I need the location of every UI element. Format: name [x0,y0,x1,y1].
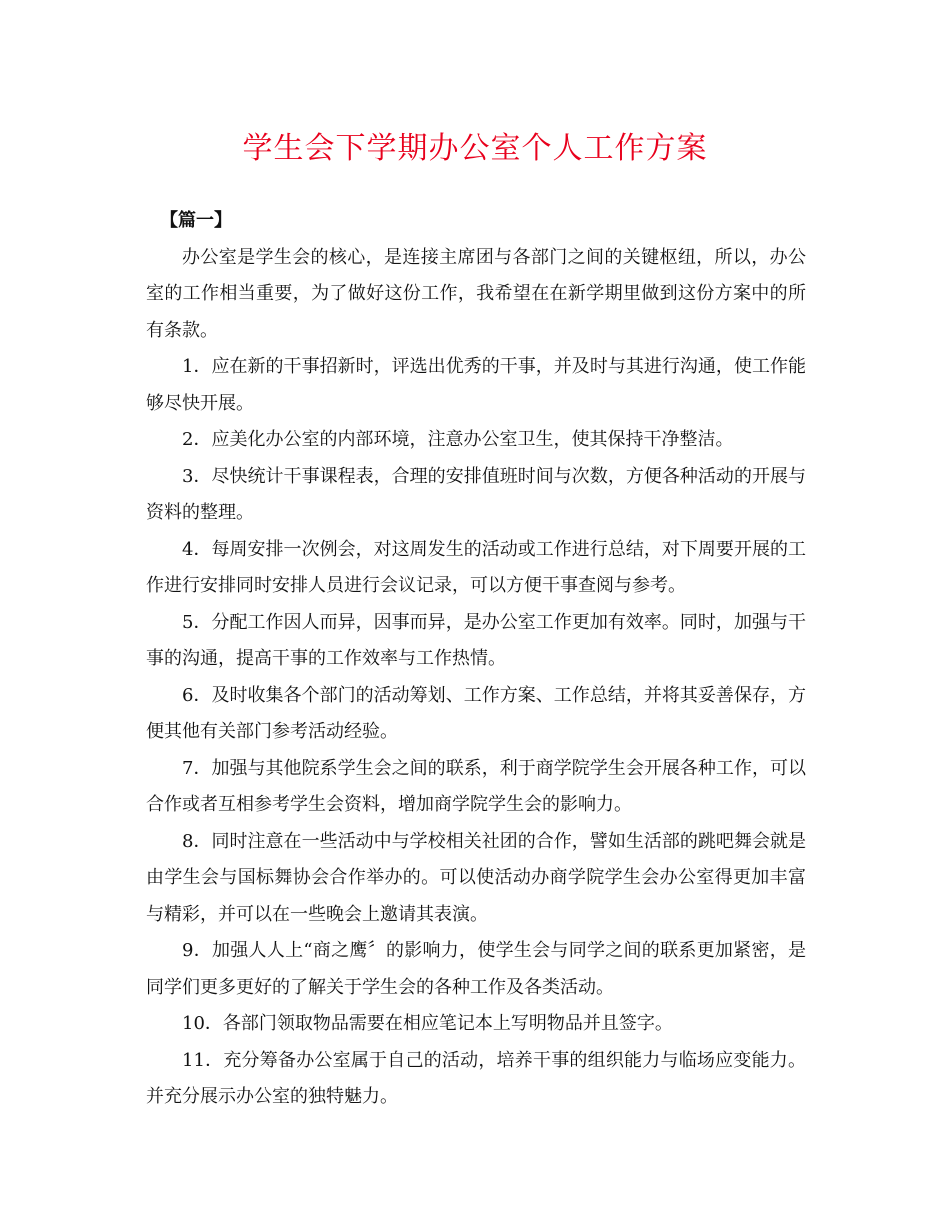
document-body [146,203,806,1116]
item-3-paragraph: 3．尽快统计干事课程表，合理的安排值班时间与次数，方便各种活动的开展与资料的整理。 [146,465,806,523]
section-label: 【篇一】 [160,210,232,231]
item-10-paragraph: 10．各部门领取物品需要在相应笔记本上写明物品并且签字。 [182,1013,673,1034]
item-6-paragraph: 6．及时收集各个部门的活动筹划、工作方案、工作总结，并将其妥善保存，方便其他有关部门参考活动经验。 [146,684,806,742]
item-4-paragraph: 4．每周安排一次例会，对这周发生的活动或工作进行总结，对下周要开展的工作进行安排同时安排人员进行会议记录，可以方便干事查阅与参考。 [146,538,806,596]
item-2-paragraph: 2．应美化办公室的内部环境，注意办公室卫生，使其保持干净整洁。 [182,429,734,450]
item-9-paragraph: 9．加强人人上“商之鹰〞的影响力，使学生会与同学之间的联系更加紧密，是同学们更多更好的了解关于学生会的各种工作及各类活动。 [146,940,806,998]
item-1-paragraph: 1．应在新的干事招新时，评选出优秀的干事，并及时与其进行沟通，使工作能够尽快开展。 [146,356,806,414]
item-11-paragraph: 11．充分筹备办公室属于自己的活动，培养干事的组织能力与临场应变能力。并充分展示办公室的独特魅力。 [146,1049,806,1107]
document-title: 学生会下学期办公室个人工作方案 [242,131,708,166]
item-7-paragraph: 7．加强与其他院系学生会之间的联系，利于商学院学生会开展各种工作，可以合作或者互相参考学生会资料，增加商学院学生会的影响力。 [146,757,806,815]
item-8-paragraph: 8．同时注意在一些活动中与学校相关社团的合作，譬如生活部的跳吧舞会就是由学生会与国标舞协会合作举办的。可以使活动办商学院学生会办公室得更加丰富与精彩，并可以在一些晚会上邀请其表演。 [146,830,806,925]
intro-paragraph: 办公室是学生会的核心，是连接主席团与各部门之间的关键枢纽，所以，办公室的工作相当重要，为了做好这份工作，我希望在在新学期里做到这份方案中的所有条款。 [146,246,806,341]
item-5-paragraph: 5．分配工作因人而异，因事而异，是办公室工作更加有效率。同时，加强与干事的沟通，提高干事的工作效率与工作热情。 [146,611,806,669]
